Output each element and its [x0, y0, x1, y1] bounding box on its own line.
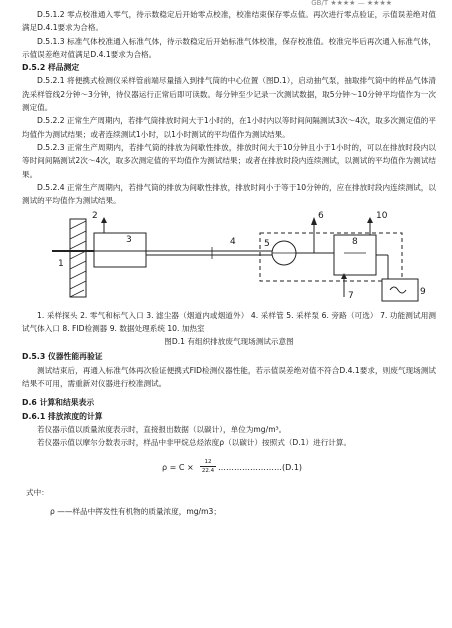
heading-d61: D.6.1 排放浓度的计算: [22, 411, 103, 421]
label-4: 4: [230, 237, 236, 248]
label-8: 8: [352, 237, 358, 248]
para-d522: D.5.2.2 正常生产周期内，若排气筒排放时间大于1小时的，在1小时内以等时间间隔测试3次～4次，取多次测定值的平均值作为测试结果；或者连续测试1小时，以1小时测试的平均值作为测试结果。: [22, 116, 436, 139]
para-d512: D.5.1.2 零点校准通入零气，待示数稳定后开始零点校准，校准结束保存零点值。再次进行零点验证，示值误差绝对值满足D.4.1要求为合格。: [22, 10, 436, 33]
label-7: 7: [348, 291, 354, 302]
diagram-drawing: [22, 211, 436, 307]
heading-d52: D.5.2 样品测定: [22, 63, 80, 73]
figure-title: 图D.1 有组织排放废气现场测试示意图: [164, 337, 294, 347]
page-header: GB/T ★★★★ — ★★★★: [311, 0, 392, 6]
formula-numerator: 12: [200, 458, 216, 467]
para-d524: D.5.2.4 正常生产周期内，若排气筒的排放为间歇性排放，排放时间小于等于10分钟的，应在排放时段内连续测试，以测试的平均值作为测试结果。: [22, 182, 436, 206]
formula-number: ……………………(D.1): [218, 462, 303, 472]
sampling-diagram: [22, 211, 436, 307]
document-body: [22, 8, 436, 518]
label-6: 6: [318, 211, 324, 222]
label-1: 1: [58, 259, 64, 270]
para-d61-a: 若仪器示值以质量浓度表示时，直接报出数据（以碳计），单位为mg/m³。: [37, 424, 287, 434]
para-d521: D.5.2.1 将便携式检测仪采样管前端尽量插入到排气筒的中心位置（图D.1），启动抽气泵，抽取排气筒中的样品气体清洗采样管线2分钟～3分钟，待仪器运行正常后即可读数。每分钟至少记录一次测试数据，取5分钟～10分钟平均值作为一次测定值。: [22, 76, 436, 113]
diagram-legend: 1. 采样探头 2. 零气和标气入口 3. 滤尘器（烟道内或烟道外） 4. 采样管 5. 采样泵 6. 旁路（可选） 7. 功能测试用测试气体入口 8. FID检测器 9. 数据处理系统 10. 加热室: [22, 311, 436, 334]
para-d61-b: 若仪器示值以摩尔分数表示时，样品中非甲烷总烃浓度ρ（以碳计）按照式（D.1）进行计算。: [37, 438, 352, 448]
label-2: 2: [92, 211, 98, 222]
formula-denominator: 22.4: [201, 467, 215, 474]
para-d523: D.5.2.3 正常生产周期内，若排气筒的排放为间歇性排放，排放时间大于10分钟且小于1小时的，可以在排放时段内以等时间间隔测试2次～4次，取多次测定值的平均值作为测试结果；或者在排放时段内连续测试，以测试的平均值作为测试结果。: [22, 142, 436, 179]
rho-definition: ρ ——样品中挥发性有机物的质量浓度，mg/m3；: [50, 506, 221, 516]
heading-d53: D.5.3 仪器性能再验证: [22, 352, 103, 362]
formula-left: ρ = C ×: [162, 462, 194, 472]
label-10: 10: [376, 211, 388, 222]
formula-d1: [22, 456, 436, 482]
where-label: 式中：: [26, 487, 49, 497]
heading-d6: D.6 计算和结果表示: [22, 398, 95, 408]
para-d53: 测试结束后，再通入标准气体再次验证便携式FID检测仪器性能，若示值误差绝对值不符合D.4.1要求，则废气现场测试结果不可用，需重新对仪器进行校准测试。: [22, 365, 436, 389]
label-9: 9: [420, 287, 426, 298]
label-5: 5: [264, 239, 270, 250]
formula-fraction: [200, 458, 216, 475]
para-d513: D.5.1.3 标准气体校准通入标准气体，待示数稳定后开始标准气体校准，保存校准值。校准完毕后再次通入标准气体，示值误差绝对值满足D.4.1要求为合格。: [22, 36, 436, 59]
label-3: 3: [126, 235, 132, 246]
